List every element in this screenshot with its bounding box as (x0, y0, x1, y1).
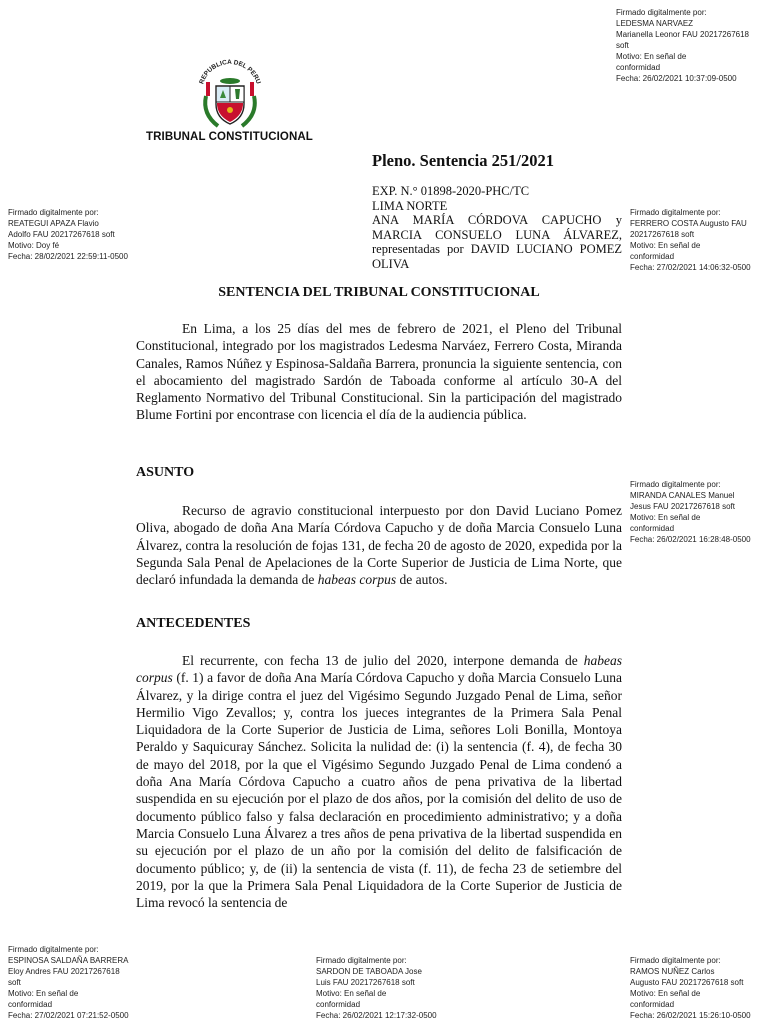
signature-espinosa (8, 944, 129, 1021)
asunto-paragraph (136, 502, 622, 588)
signature-line: conformidad (630, 1000, 675, 1009)
signature-line: Marianella Leonor FAU 20217267618 (616, 30, 749, 39)
signature-date: Fecha: 28/02/2021 22:59:11-0500 (8, 252, 128, 261)
signature-line: 20217267618 soft (630, 230, 695, 239)
signature-line: conformidad (616, 63, 661, 72)
signature-date: Fecha: 27/02/2021 14:06:32-0500 (630, 263, 751, 272)
antecedentes-paragraph (136, 652, 622, 911)
seal-text: REPUBLICA DEL PERU (198, 58, 262, 86)
antecedentes-text-end: (f. 1) a favor de doña Ana María Córdova Capucho y doña Marcia Consuelo Luna Álvarez, y la dirige contra el juez del Vigésimo Segundo Juzgado Penal de Lima, señor Hermilio Vigo Zevallos; y, contra los jueces integrantes de la Primera Sala Penal Liquidadora de la Corte Superior de Justicia de Lima, señores Loli Bonilla, Montoya Peraldo y Saquicuray Sánchez. Solicita la nulidad de: (i) la sentencia (f. 4), de fecha 30 de mayo del 2018, por la que el Vigésimo Segundo Juzgado Penal de Lima condenó a doña Ana María Córdova Capucho a cuatro años de pena privativa de la libertad suspendida en su ejecución por el plazo de dos años, por la comisión del delito de uso de documento público falso y falsa declaración en procedimiento administrativo; y a doña Marcia Consuelo Luna Álvarez a tres años de pena privativa de la libertad suspendida en su ejecución por el plazo de un año por la comisión del delito de falsificación de documento público; y, de (ii) la sentencia de vista (f. 11), de fecha 23 de setiembre del 2019, por la que la Primera Sala Penal Liquidadora de la Corte Superior de Justicia de Lima revocó la sentencia de (136, 670, 622, 911)
signature-line: Motivo: En señal de (630, 513, 701, 522)
signature-ferrero (630, 207, 751, 273)
signature-line: conformidad (8, 1000, 53, 1009)
signature-line: Motivo: En señal de (316, 989, 387, 998)
case-metadata (372, 184, 622, 271)
signature-line: REATEGUI APAZA Flavio (8, 219, 99, 228)
case-number: EXP. N.° 01898-2020-PHC/TC (372, 184, 530, 198)
signature-miranda (630, 479, 751, 545)
signature-line: Motivo: En señal de (630, 241, 701, 250)
page-title: Pleno. Sentencia 251/2021 (372, 151, 554, 170)
signature-line: Motivo: En señal de (8, 989, 79, 998)
signature-line: Adolfo FAU 20217267618 soft (8, 230, 115, 239)
asunto-text: Recurso de agravio constitucional interpuesto por don David Luciano Pomez Oliva, abogado de doña Ana María Córdova Capucho y de doña Marcia Consuelo Luna Álvarez, contra la resolución de fojas 131, de fecha 20 de agosto de 2020, expedida por la Segunda Sala Penal de Apelaciones de la Corte Superior de Justicia de Lima Norte, que declaró infundada la demanda de (136, 503, 622, 588)
signature-date: Fecha: 26/02/2021 12:17:32-0500 (316, 1011, 437, 1020)
asunto-italic: habeas corpus (317, 572, 397, 588)
signature-line: SARDON DE TABOADA Jose (316, 967, 422, 976)
institution-name: TRIBUNAL CONSTITUCIONAL (146, 131, 313, 143)
signature-line: soft (8, 978, 21, 987)
intro-paragraph: En Lima, a los 25 días del mes de febrero de 2021, el Pleno del Tribunal Constitucional, integrado por los magistrados Ledesma Narváez, Ferrero Costa, Miranda Canales, Ramos Núñez y Espinosa-Saldaña Barrera, pronuncia la siguiente sentencia, con el abocamiento del magistrado Sardón de Taboada conforme al artículo 30-A del Reglamento Normativo del Tribunal Constitucional. Sin la participación del magistrado Blume Fortini por encontrase con licencia el día de la audiencia pública. (136, 321, 622, 423)
case-parties: ANA MARÍA CÓRDOVA CAPUCHO y MARCIA CONSUELO LUNA ÁLVAREZ, representadas por DAVID LUCIANO POMEZ OLIVA (372, 213, 622, 271)
signature-title: Firmado digitalmente por: (616, 8, 707, 17)
antecedentes-italic: habeas corpus (136, 653, 622, 686)
signature-title: Firmado digitalmente por: (630, 480, 721, 489)
signature-title: Firmado digitalmente por: (630, 208, 721, 217)
antecedentes-text: El recurrente, con fecha 13 de julio del 2020, interpone demanda de (182, 653, 584, 668)
signature-line: Luis FAU 20217267618 soft (316, 978, 415, 987)
signature-line: conformidad (316, 1000, 361, 1009)
signature-line: LEDESMA NARVAEZ (616, 19, 694, 28)
signature-line: Motivo: Doy fé (8, 241, 60, 250)
signature-line: Eloy Andres FAU 20217267618 (8, 967, 120, 976)
asunto-text-end: de autos. (396, 572, 448, 588)
case-district: LIMA NORTE (372, 198, 448, 213)
signature-ledesma (616, 7, 749, 84)
signature-line: FERRERO COSTA Augusto FAU (630, 219, 747, 228)
section-title-asunto: ASUNTO (136, 465, 195, 480)
signature-date: Fecha: 27/02/2021 07:21:52-0500 (8, 1011, 129, 1020)
signature-line: conformidad (630, 252, 675, 261)
signature-title: Firmado digitalmente por: (8, 208, 99, 217)
signature-title: Firmado digitalmente por: (630, 956, 721, 965)
signature-title: Firmado digitalmente por: (316, 956, 407, 965)
signature-line: Augusto FAU 20217267618 soft (630, 978, 744, 987)
signature-line: Motivo: En señal de (616, 52, 687, 61)
signature-line: RAMOS NUÑEZ Carlos (630, 967, 715, 976)
signature-reategui (8, 207, 128, 262)
document-heading: SENTENCIA DEL TRIBUNAL CONSTITUCIONAL (218, 285, 540, 300)
section-title-antecedentes: ANTECEDENTES (136, 616, 251, 631)
signature-line: Motivo: En señal de (630, 989, 701, 998)
signature-line: ESPINOSA SALDAÑA BARRERA (8, 956, 129, 965)
signature-line: conformidad (630, 524, 675, 533)
signature-date: Fecha: 26/02/2021 16:28:48-0500 (630, 535, 751, 544)
signature-date: Fecha: 26/02/2021 15:26:10-0500 (630, 1011, 751, 1020)
signature-sardon (316, 955, 437, 1021)
signature-ramos (630, 955, 751, 1021)
signature-date: Fecha: 26/02/2021 10:37:09-0500 (616, 74, 737, 83)
peru-coat-of-arms-logo (188, 52, 272, 132)
signature-line: MIRANDA CANALES Manuel (630, 491, 735, 500)
signature-line: soft (616, 41, 629, 50)
signature-title: Firmado digitalmente por: (8, 945, 99, 954)
signature-line: Jesus FAU 20217267618 soft (630, 502, 735, 511)
